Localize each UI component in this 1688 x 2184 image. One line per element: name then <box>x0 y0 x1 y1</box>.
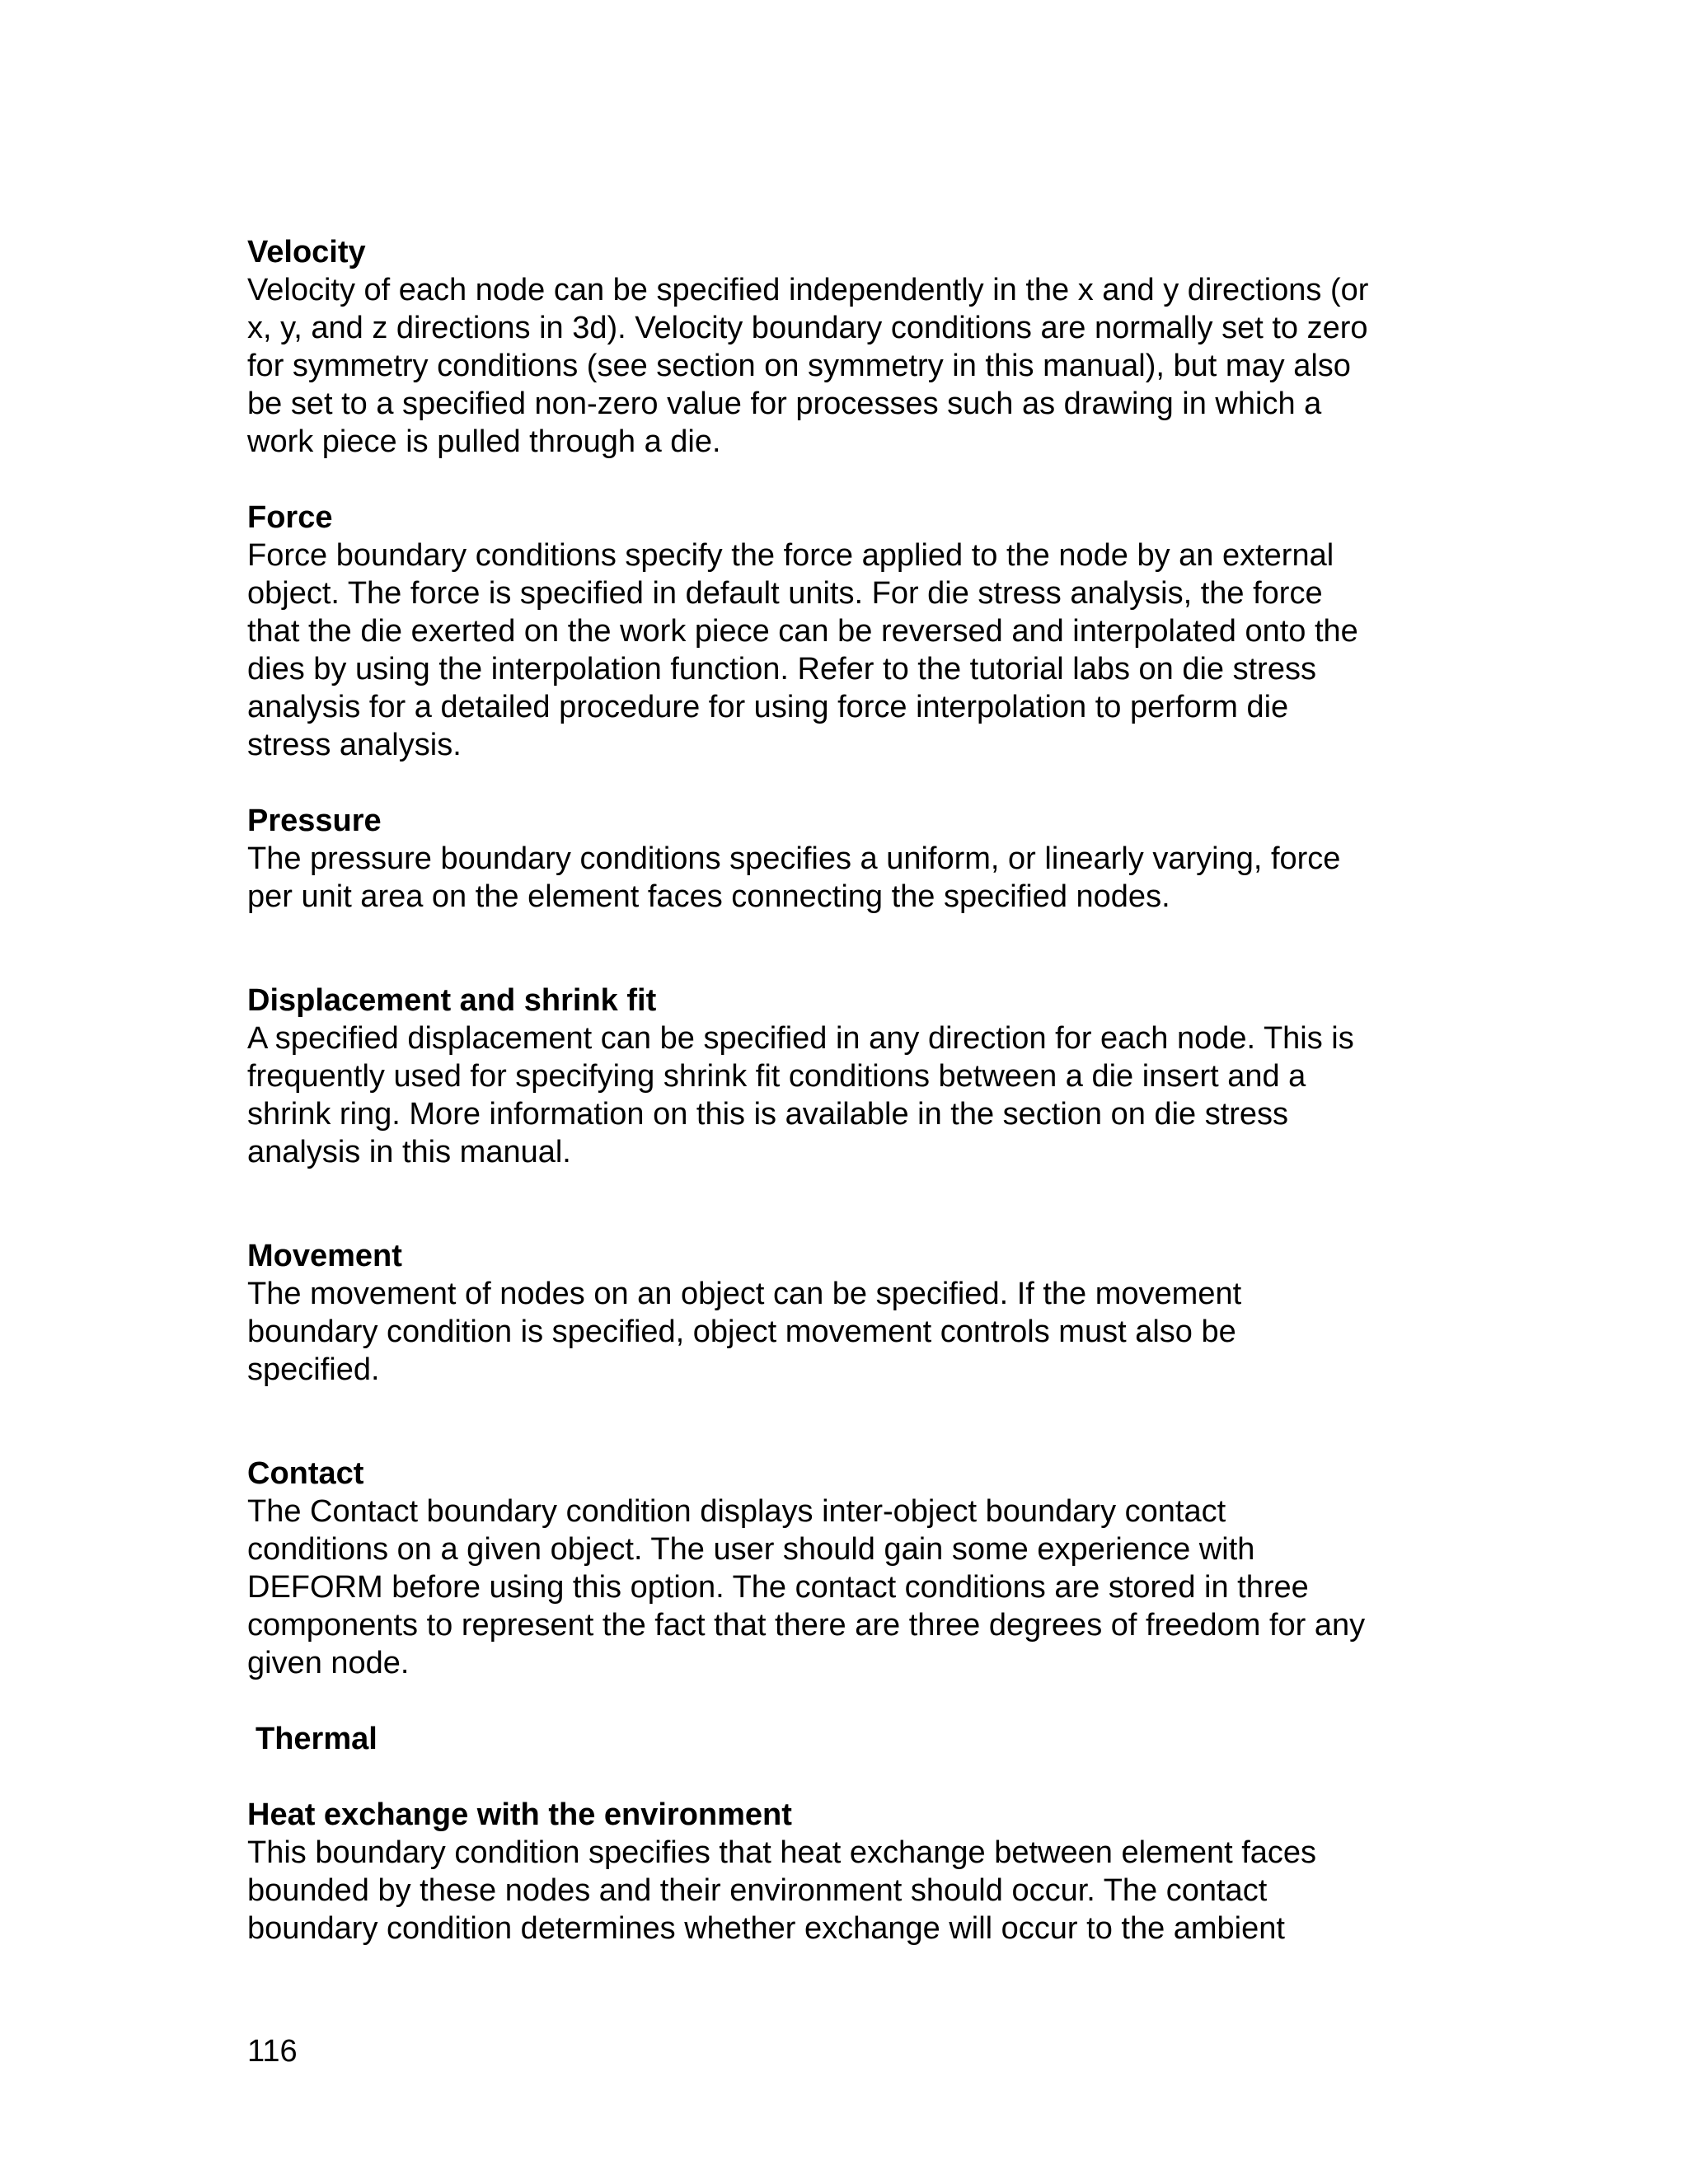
section-heading: Heat exchange with the environment <box>247 1797 792 1832</box>
section-body: Force boundary conditions specify the force applied to the node by an external object. The force is specified in default units. For die stress analysis, the force that the die exerted on the work piece can be reversed and interpolated onto the dies by using the interpolation function. Refer to the tutorial labs on die stress analysis for a detailed procedure for using force interpolation to perform die stress analysis. <box>247 538 1358 762</box>
section-heading: Contact <box>247 1456 364 1491</box>
page-number: 116 <box>247 2034 298 2069</box>
section-pressure <box>247 802 1451 916</box>
section-body: The Contact boundary condition displays inter-object boundary contact conditions on a given object. The user should gain some experience with DEFORM before using this option. The contact conditions are stored in three components to represent the fact that there are three degrees of freedom for any given node. <box>247 1494 1366 1680</box>
section-movement <box>247 1237 1451 1389</box>
section-body: The movement of nodes on an object can be specified. If the movement boundary condition is specified, object movement controls must also be specified. <box>247 1277 1242 1387</box>
section-thermal <box>247 1720 1451 1758</box>
section-heat-exchange <box>247 1796 1451 1947</box>
section-force <box>247 499 1451 764</box>
section-heading: Movement <box>247 1239 402 1273</box>
section-heading: Displacement and shrink fit <box>247 983 657 1018</box>
page-content <box>247 233 1451 1947</box>
section-body: Velocity of each node can be specified independently in the x and y directions (or x, y, and z directions in 3d). Velocity boundary conditions are normally set to zero for symmetry conditions (see section on symmetry in this manual), but may also be set to a specified non-zero value for processes such as drawing in which a work piece is pulled through a die. <box>247 273 1369 459</box>
section-displacement <box>247 982 1451 1171</box>
section-body: A specified displacement can be specified in any direction for each node. This is frequently used for specifying shrink fit conditions between a die insert and a shrink ring. More information on this is available in the section on die stress analysis in this manual. <box>247 1021 1354 1169</box>
section-heading: Thermal <box>256 1722 377 1756</box>
section-body: This boundary condition specifies that heat exchange between element faces bounded by these nodes and their environment should occur. The contact boundary condition determines whether exchange will occur to the ambient <box>247 1835 1317 1946</box>
section-velocity <box>247 233 1451 461</box>
section-heading: Pressure <box>247 804 382 838</box>
section-contact <box>247 1455 1451 1682</box>
section-body: The pressure boundary conditions specifies a uniform, or linearly varying, force per unit area on the element faces connecting the specified nodes. <box>247 841 1341 914</box>
section-heading: Velocity <box>247 235 366 269</box>
section-heading: Force <box>247 500 333 535</box>
